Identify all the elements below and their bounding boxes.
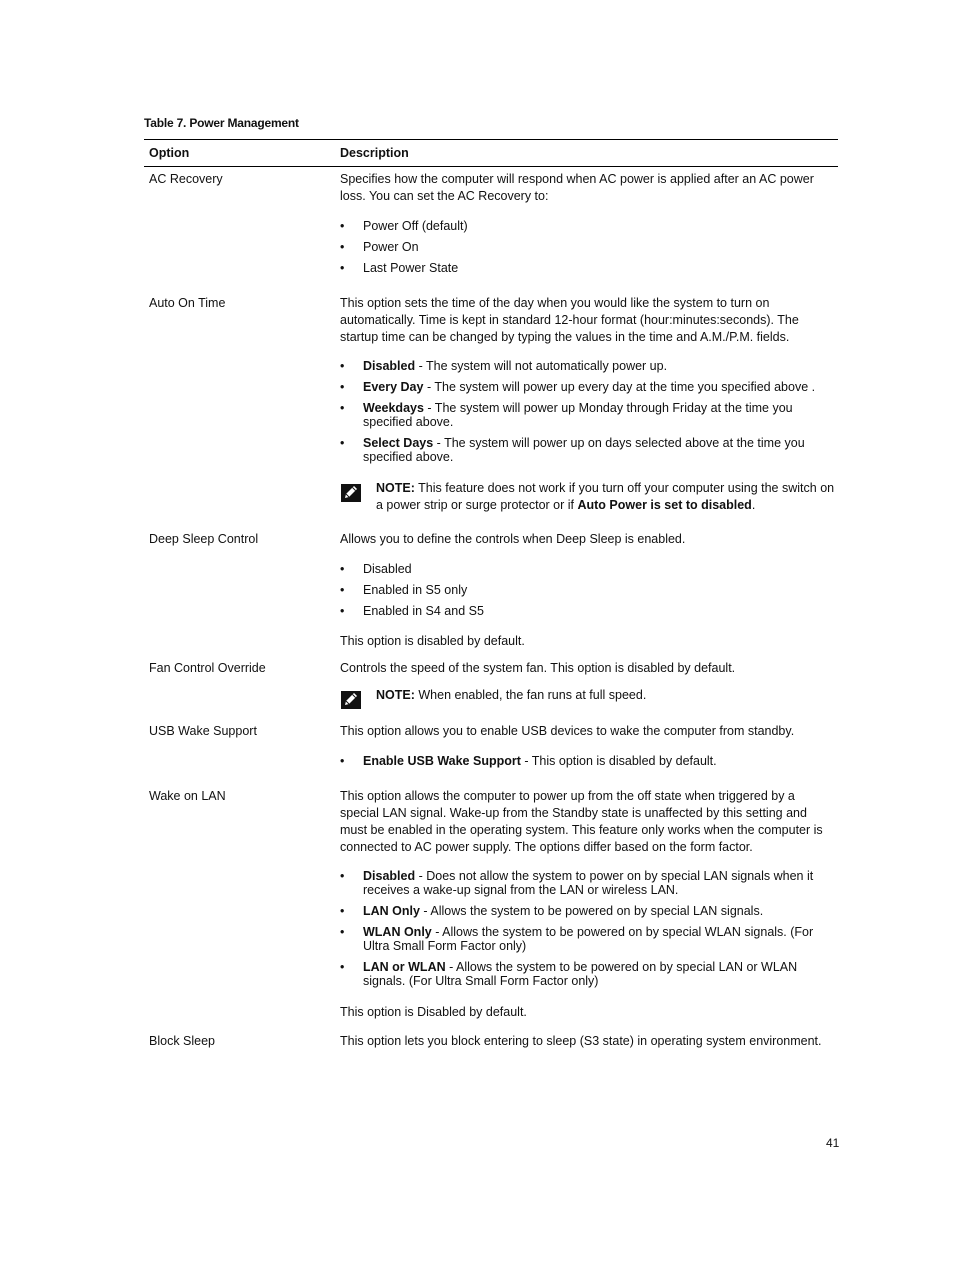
item-term: WLAN Only <box>363 925 432 939</box>
header-option: Option <box>149 146 190 160</box>
item-text: - Allows the system to be powered on by special LAN or WLAN signals. (For Ultra Small Form Factor only) <box>363 960 798 988</box>
item-term: LAN or WLAN <box>363 960 446 974</box>
item-term: Enable USB Wake Support <box>363 754 521 768</box>
option-list <box>340 218 836 277</box>
description <box>340 531 836 650</box>
description <box>340 295 836 514</box>
item-term: LAN Only <box>363 904 420 918</box>
item-text: - The system will power up Monday through Friday at the time you specified above. <box>363 401 793 429</box>
option-wake-on-lan: Wake on LAN <box>149 789 226 803</box>
header-description: Description <box>340 146 409 160</box>
list-item <box>340 359 836 373</box>
option-usb-wake-support: USB Wake Support <box>149 724 257 738</box>
list-item: • Enabled in S5 only <box>340 582 836 599</box>
item-text: - Allows the system to be powered on by special LAN signals. <box>419 904 764 918</box>
list-item <box>340 925 836 953</box>
description-text: This option sets the time of the day when you would like the system to turn on automatically. Time is kept in standard 12-hour format (hour:minutes:seconds). The startup time can be changed by typing the values in the time and A.M./P.M. fields. <box>340 296 799 344</box>
note <box>340 687 836 704</box>
description-text: This option lets you block entering to sleep (S3 state) in operating system environment. <box>340 1034 822 1048</box>
table-header <box>144 139 838 167</box>
list-item <box>340 904 836 918</box>
item-text: - This option is disabled by default. <box>520 754 717 768</box>
note-end: . <box>751 498 756 512</box>
description-text: Controls the speed of the system fan. This option is disabled by default. <box>340 661 736 675</box>
power-management-table <box>144 139 838 1048</box>
item-text: - The system will not automatically power up. <box>415 359 668 373</box>
option-list <box>340 561 836 620</box>
list-item: • Enabled in S4 and S5 <box>340 603 836 620</box>
option-deep-sleep-control: Deep Sleep Control <box>149 532 259 546</box>
description-footnote: This option is disabled by default. <box>340 634 525 648</box>
option-fan-control-override: Fan Control Override <box>149 661 266 675</box>
description-text: This option allows you to enable USB devices to wake the computer from standby. <box>340 724 795 738</box>
note <box>340 480 836 514</box>
item-text: - The system will power up every day at the time you specified above . <box>423 380 816 394</box>
description <box>340 171 836 277</box>
note-pencil-icon <box>341 691 361 709</box>
option-list <box>340 359 836 464</box>
list-item <box>340 436 836 464</box>
list-item: • Power Off (default) <box>340 218 836 235</box>
description-text: This option allows the computer to power up from the off state when triggered by a special LAN signal. Wake-up from the Standby state is unaffected by this setting and must be enabled in the operating system. This feature only works when the computer is connected to AC power supply. The options differ based on the form factor. <box>340 789 823 854</box>
option-list <box>340 869 836 988</box>
note-label: NOTE: <box>376 481 415 495</box>
list-item <box>340 753 836 770</box>
description-text: Allows you to define the controls when Deep Sleep is enabled. <box>340 532 686 546</box>
list-item: • Last Power State <box>340 260 836 277</box>
item-text: - The system will power up on days selected above at the time you specified above. <box>363 436 805 464</box>
description-footnote: This option is Disabled by default. <box>340 1005 527 1019</box>
option-block-sleep: Block Sleep <box>149 1034 216 1048</box>
note-text: This feature does not work if you turn off your computer using the switch on a power strip or surge protector or if <box>376 481 835 512</box>
list-item: • Power On <box>340 239 836 256</box>
list-item <box>340 960 836 988</box>
note-bold-text: Auto Power is set to disabled <box>577 498 752 512</box>
description <box>340 788 836 1021</box>
description <box>340 660 836 704</box>
description-text: Specifies how the computer will respond when AC power is applied after an AC power loss. You can set the AC Recovery to: <box>340 172 814 203</box>
page-number: 41 <box>826 1136 840 1150</box>
list-item <box>340 869 836 897</box>
option-ac-recovery: AC Recovery <box>149 172 223 186</box>
item-term: Disabled <box>363 359 416 373</box>
list-item <box>340 380 836 394</box>
description <box>340 723 836 770</box>
item-term: Every Day <box>363 380 424 394</box>
item-text: - Does not allow the system to power on by special LAN signals when it receives a wake-up signal from the LAN or wireless LAN. <box>363 869 814 897</box>
option-auto-on-time: Auto On Time <box>149 296 226 310</box>
item-term: Weekdays <box>363 401 424 415</box>
list-item <box>340 401 836 429</box>
option-list <box>340 753 836 770</box>
note-label: NOTE: <box>376 688 415 702</box>
item-text: - Allows the system to be powered on by special WLAN signals. (For Ultra Small Form Factor only) <box>363 925 814 953</box>
table-caption: Table 7. Power Management <box>144 116 299 130</box>
description <box>340 1033 836 1050</box>
list-item: • Disabled <box>340 561 836 578</box>
item-term: Disabled <box>363 869 416 883</box>
item-term: Select Days <box>363 436 434 450</box>
note-pencil-icon <box>341 484 361 502</box>
note-text: When enabled, the fan runs at full speed. <box>414 688 647 702</box>
